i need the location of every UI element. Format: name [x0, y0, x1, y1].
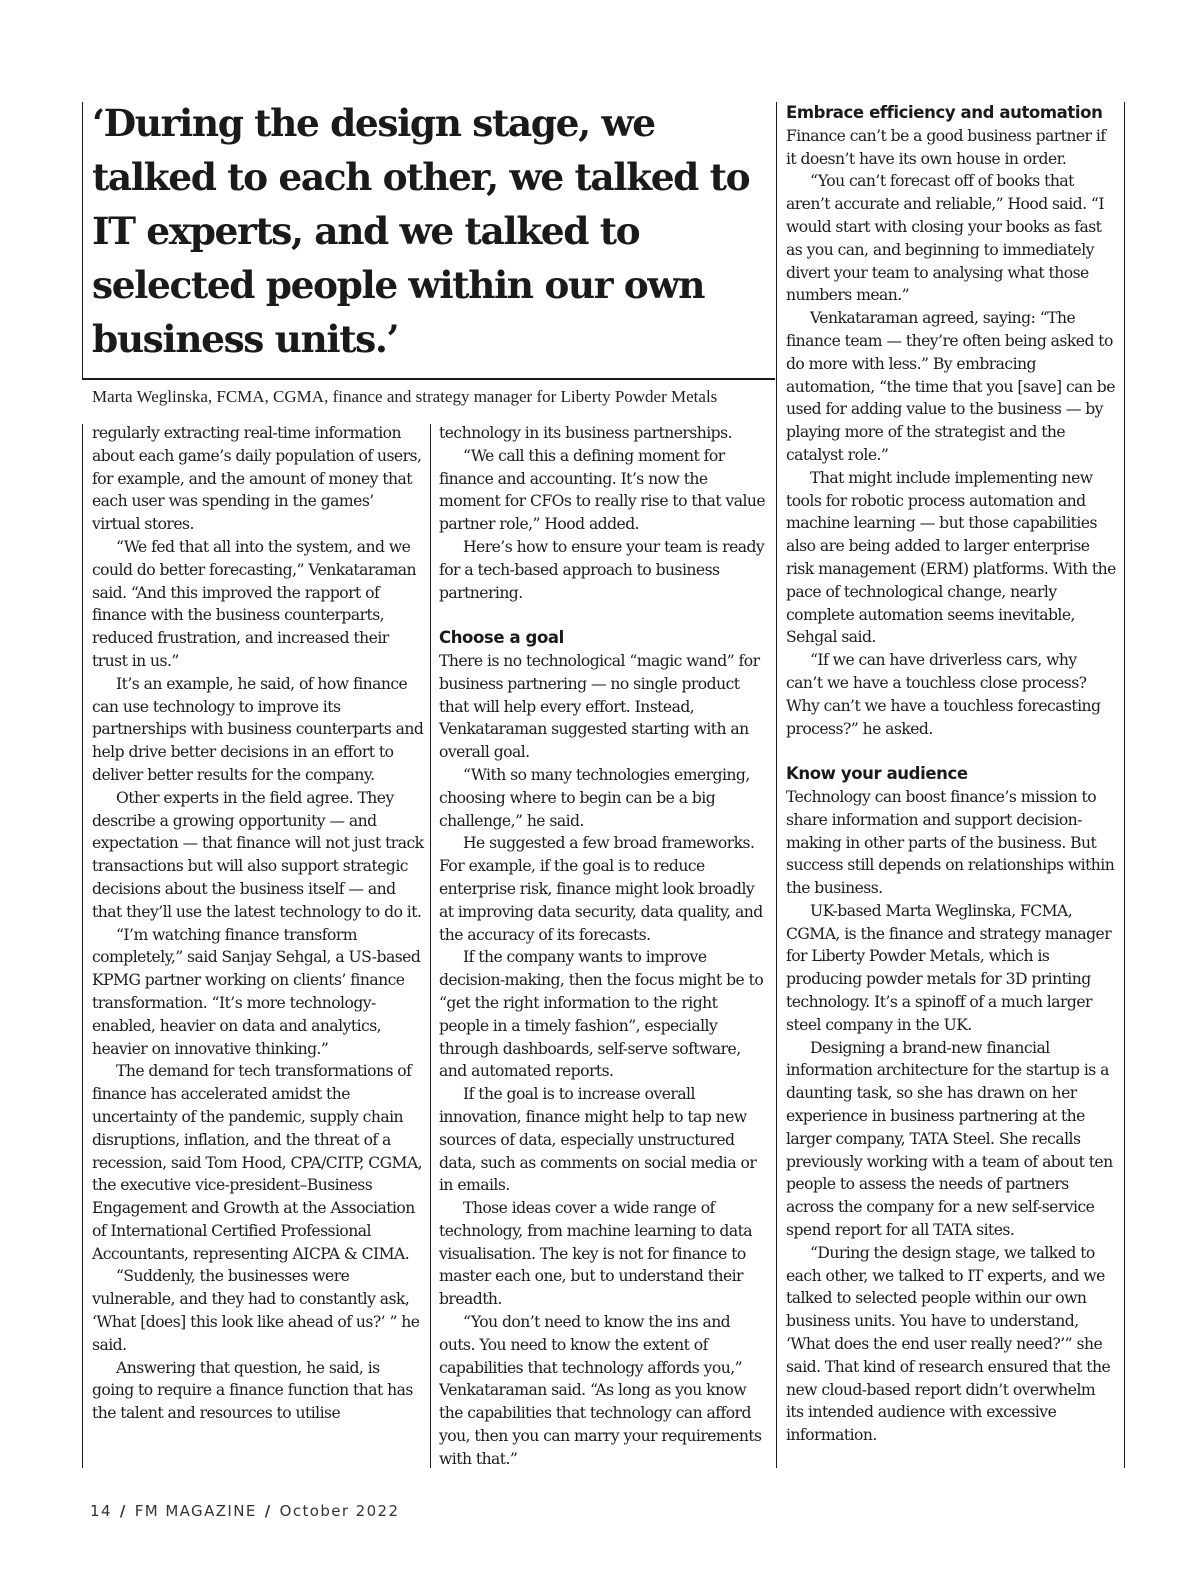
paragraph: Those ideas cover a wide range of technology, from machine learning to data visualisation. The key is not for finance to master each one, but to understand their breadth. — [439, 1199, 753, 1309]
article-column-2 — [439, 422, 769, 1471]
paragraph: “You don’t need to know the ins and outs. You need to know the extent of capabilities that technology affords you,” Venkataraman said. “As long as you know the capabilities that technology can afford you, then you can marry your requirements with that.” — [439, 1313, 762, 1468]
column-rule-1-2 — [430, 424, 431, 1468]
paragraph: It’s an example, he said, of how finance can use technology to improve its partnerships with business counterparts and help drive better decisions in an effort to deliver better results for the company. — [92, 674, 424, 784]
section-heading-audience: Know your audience — [786, 764, 968, 784]
pull-quote-left-rule — [82, 102, 83, 380]
paragraph: “We call this a defining moment for finance and accounting. It’s now the moment for CFOs to really rise to that value partner role,” Hood added. — [439, 446, 766, 534]
paragraph: “If we can have driverless cars, why can’t we have a touchless close process? Why can’t we have a touchless forecasting process?” he asked. — [786, 651, 1101, 738]
paragraph: Venkataraman agreed, saying: “The finance team — they’re often being asked to do more with less.” By embracing automation, “the time that you [save] can be used for adding value to the business — by playing more of the strategist and the catalyst role.” — [786, 309, 1115, 464]
page-number: 14 — [90, 1502, 112, 1520]
paragraph: If the goal is to increase overall innovation, finance might help to tap new sources of data, especially unstructured data, such as comments on social media or in emails. — [439, 1085, 757, 1195]
section-heading-choose-goal: Choose a goal — [439, 628, 564, 648]
paragraph: technology in its business partnerships. — [439, 424, 732, 442]
magazine-name: FM MAGAZINE — [134, 1502, 257, 1520]
paragraph: Here’s how to ensure your team is ready for a tech-based approach to business partnering. — [439, 537, 765, 602]
column-rule-right — [1124, 102, 1125, 1468]
paragraph: “We fed that all into the system, and we could do better forecasting,” Venkataraman said. “And this improved the rapport of finance with the business counterparts, reduced frustration, and increased their trust in us.” — [92, 537, 417, 670]
paragraph: “Suddenly, the businesses were vulnerable, and they had to constantly ask, ‘What [does] this look like ahead of us?’ ” he said. — [92, 1267, 420, 1354]
paragraph: “You can’t forecast off of books that aren’t accurate and reliable,” Hood said. “I would start with closing your books as fast as you can, and beginning to immediately divert your team to analysing what those numbers mean.” — [786, 172, 1104, 305]
pull-quote-bottom-rule — [82, 378, 775, 380]
paragraph: “During the design stage, we talked to each other, we talked to IT experts, and we talked to selected people within our own business units. You have to understand, ‘What does the end user really need?’” she said. That kind of research ensured that the new cloud-based report didn’t overwhelm its intended audience with excessive information. — [786, 1243, 1111, 1445]
issue-date: October 2022 — [279, 1502, 400, 1520]
paragraph: There is no technological “magic wand” for business partnering — no single product that will help every effort. Instead, Venkataraman suggested starting with an overall goal. — [439, 651, 760, 762]
paragraph: Designing a brand-new financial information architecture for the startup is a daunting task, so she has drawn on her experience in business partnering at the larger company, TATA Steel. She recalls previously working with a team of about ten people to assess the needs of partners across the company for a new self-service spend report for all TATA sites. — [786, 1038, 1113, 1240]
section-heading-efficiency: Embrace efficiency and automation — [786, 103, 1103, 122]
column-rule-left — [82, 424, 83, 1468]
article-column-3 — [786, 102, 1116, 1447]
page-footer — [90, 1502, 399, 1520]
paragraph: Finance can’t be a good business partner if it doesn’t have its own house in order. — [786, 126, 1106, 168]
paragraph: “I’m watching finance transform completely,” said Sanjay Sehgal, a US-based KPMG partner working on clients’ finance transformation. “It’s more technology-enabled, heavier on data and analytics, heavier on innovative thinking.” — [92, 925, 421, 1058]
footer-separator: / — [119, 1502, 127, 1520]
pull-quote-text: ‘During the design stage, we talked to each other, we talked to IT experts, and we talked to selected people within our own business units.’ — [92, 101, 750, 361]
column-rule-2-3 — [776, 102, 777, 1468]
paragraph: Other experts in the field agree. They describe a growing opportunity — and expectation — that finance will not just track transactions but will also support strategic decisions about the business itself — and that they’ll use the latest technology to do it. — [92, 788, 424, 921]
pull-quote-attribution: Marta Weglinska, FCMA, CGMA, finance and strategy manager for Liberty Powder Metals — [92, 387, 718, 406]
paragraph: That might include implementing new tools for robotic process automation and machine learning — but those capabilities also are being added to larger enterprise risk management (ERM) platforms. With the pace of technological change, nearly complete automation seems inevitable, Sehgal said. — [786, 468, 1116, 647]
article-column-1 — [92, 422, 424, 1425]
paragraph: If the company wants to improve decision-making, then the focus might be to “get the right information to the right people in a timely fashion”, especially through dashboards, self-serve software, and automated reports. — [439, 948, 764, 1081]
pull-quote — [92, 96, 772, 408]
paragraph: UK-based Marta Weglinska, FCMA, CGMA, is the finance and strategy manager for Liberty Powder Metals, which is producing powder metals for 3D printing technology. It’s a spinoff of a much larger steel company in the UK. — [786, 901, 1112, 1034]
footer-separator: / — [264, 1502, 272, 1520]
paragraph: “With so many technologies emerging, choosing where to begin can be a big challenge,” he said. — [439, 765, 750, 830]
paragraph: Answering that question, he said, is going to require a finance function that has the talent and resources to utilise — [92, 1358, 413, 1423]
paragraph: He suggested a few broad frameworks. For example, if the goal is to reduce enterprise risk, finance might look broadly at improving data security, data quality, and the accuracy of its forecasts. — [439, 834, 763, 944]
paragraph: The demand for tech transformations of finance has accelerated amidst the uncertainty of the pandemic, supply chain disruptions, inflation, and the threat of a recession, said Tom Hood, CPA/CITP, CGMA, the executive vice-president–Business Engagement and Growth at the Association of International Certified Professional Accountants, representing AICPA & CIMA. — [92, 1062, 423, 1263]
paragraph: regularly extracting real-time information about each game’s daily population of users, for example, and the amount of money that each user was spending in the games’ virtual stores. — [92, 424, 422, 534]
paragraph: Technology can boost finance’s mission to share information and support decision-making in other parts of the business. But success still depends on relationships within the business. — [786, 787, 1115, 898]
